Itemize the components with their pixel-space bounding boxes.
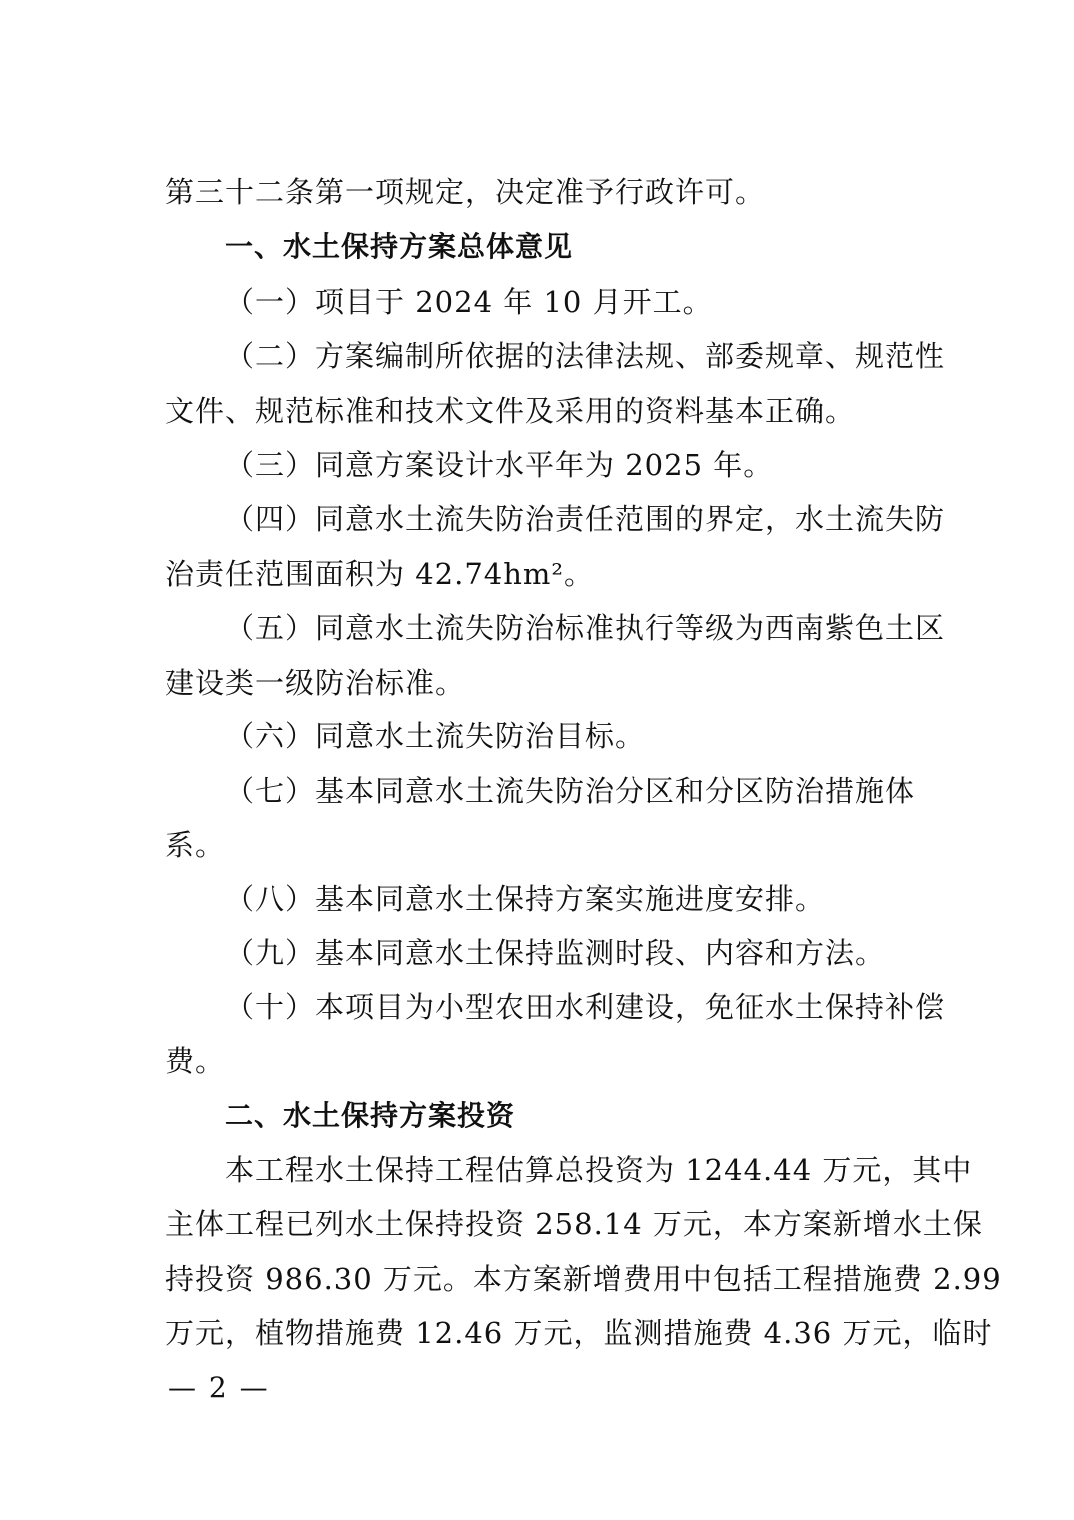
paragraph-line: （三）同意方案设计水平年为 2025 年。	[225, 448, 774, 482]
paragraph-line: 第三十二条第一项规定，决定准予行政许可。	[165, 175, 766, 209]
paragraph-line: （一）项目于 2024 年 10 月开工。	[225, 285, 713, 319]
paragraph-line: 系。	[165, 828, 226, 862]
paragraph-line: 文件、规范标准和技术文件及采用的资料基本正确。	[165, 394, 856, 428]
page-number: — 2 —	[168, 1371, 270, 1404]
paragraph-line: 主体工程已列水土保持投资 258.14 万元，本方案新增水土保	[165, 1207, 983, 1241]
paragraph-line: 本工程水土保持工程估算总投资为 1244.44 万元，其中	[225, 1153, 973, 1187]
paragraph-line: （十）本项目为小型农田水利建设，免征水土保持补偿	[225, 990, 946, 1024]
paragraph-line: （八）基本同意水土保持方案实施进度安排。	[225, 882, 826, 916]
paragraph-line: 万元，植物措施费 12.46 万元，监测措施费 4.36 万元，临时	[165, 1316, 993, 1350]
paragraph-line: （五）同意水土流失防治标准执行等级为西南紫色土区	[225, 611, 946, 645]
paragraph-line: 持投资 986.30 万元。本方案新增费用中包括工程措施费 2.99	[165, 1262, 1002, 1296]
paragraph-line: 建设类一级防治标准。	[165, 666, 466, 700]
paragraph-line: （二）方案编制所依据的法律法规、部委规章、规范性	[225, 339, 946, 373]
section-heading: 二、水土保持方案投资	[225, 1099, 516, 1132]
section-heading: 一、水土保持方案总体意见	[225, 230, 574, 263]
paragraph-line: （七）基本同意水土流失防治分区和分区防治措施体	[225, 774, 916, 808]
paragraph-line: （九）基本同意水土保持监测时段、内容和方法。	[225, 936, 886, 970]
paragraph-line: （四）同意水土流失防治责任范围的界定，水土流失防	[225, 502, 946, 536]
paragraph-line: （六）同意水土流失防治目标。	[225, 719, 646, 753]
paragraph-line: 治责任范围面积为 42.74hm²。	[165, 557, 595, 591]
paragraph-line: 费。	[165, 1044, 226, 1078]
